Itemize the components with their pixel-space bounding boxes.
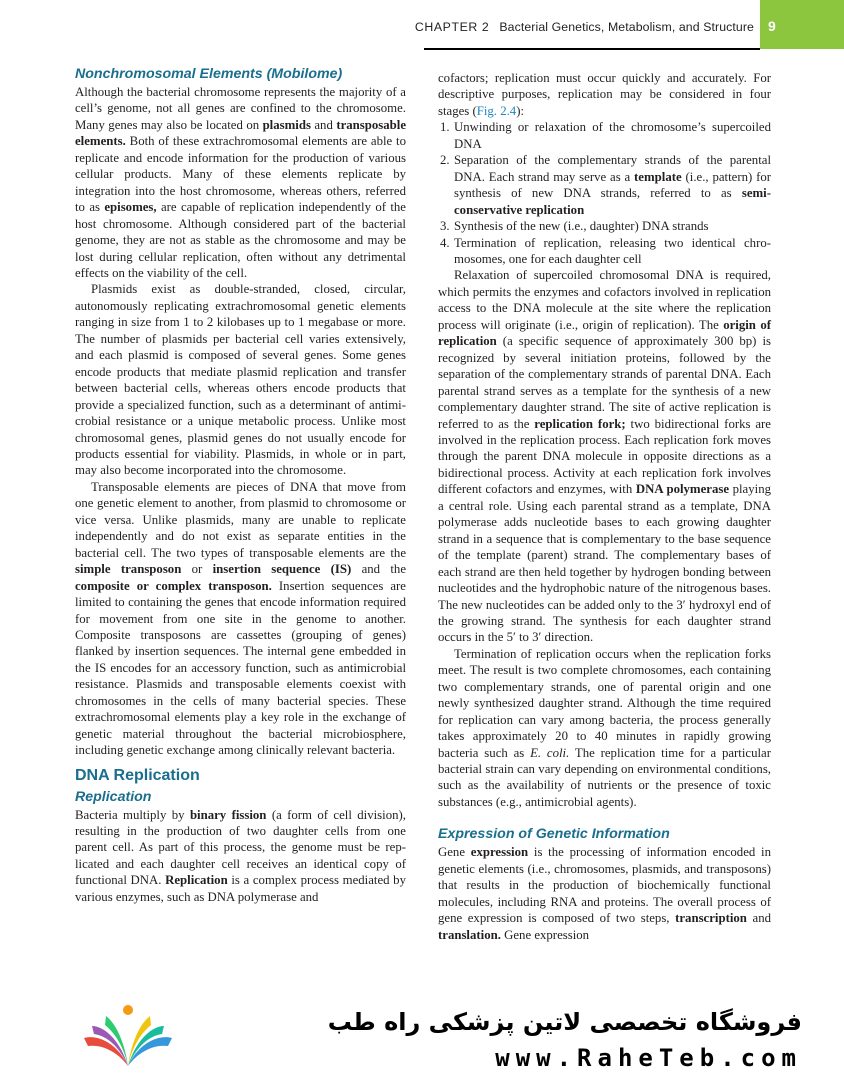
book-logo-icon [78,1004,178,1074]
heading-nonchromosomal-elements: Nonchromosomal Elements (Mobilome) [75,66,343,82]
term-episomes: episomes, [104,200,157,215]
term-dna-polymerase: DNA polymerase [635,482,730,497]
list-item: 3. Synthesis of the new (i.e., daughter) DNA strands [440,219,709,234]
term-simple-transposon: simple transposon [75,562,182,577]
term-insertion-sequence: insertion sequence (IS) [212,562,352,577]
watermark-title: فروشگاه تخصصی لاتین پزشکی راه طب [327,1008,802,1036]
figure-link[interactable]: Fig. 2.4 [476,103,517,118]
chapter-title: Bacterial Genetics, Metabolism, and Structure [499,20,754,34]
heading-replication: Replication [75,788,152,805]
term-plasmids: plasmids [262,117,311,132]
list-item: 2. Separation of the complementary strands of the parental DNA. Each strand may serve as a template (i.e., pattern) for synthesis of new DNA strands, referred to as semiconservative replication [440,153,772,217]
page-number: 9 [768,18,776,34]
term-origin-of-replication: origin of replication [438,317,771,349]
running-header [0,0,844,58]
species-name: E. coli. [530,745,570,760]
term-replication: Replication [165,873,228,888]
paragraph-relaxation: Relaxation of supercoiled chromosomal DNA is required, which permits the enzymes and cofactors involved in replication access to the DNA molecule at the site where the replication process will originate (i.e., origin of replication). The origin of replication (a specific sequence of approximately 300 bp) is recognized by several initiation proteins, followed by the separation of the complementary strands of parental DNA. Each parental strand serves as a template for the synthesis of a new complementary daughter strand. The site of active replication is referred to as the replication fork; two bidirectional forks are involved in the replication process. Each replication fork moves through the parent DNA molecule in opposite directions as a bidirectional process. Activity at each replication fork involves different cofactors and enzymes, with DNA polymerase playing a central role. Using each parental strand as a template, DNA polymerase adds nucleotide bases to each growing daughter strand in a sequence that is complementary to the base sequence of the template (parent) strand. The complementary bases of each strand are then held together by hydrogen bonding between nucleotides and the hydrophobic nature of the nitrogenous bases. The new nucleotides can be added only to the 3′ hydroxyl end of the growing strand. The synthesis for each daughter strand occurs in the 5′ to 3′ direction. [438,268,771,645]
running-head [415,20,754,34]
replication-stage-list [438,119,771,267]
list-item: 1. Unwinding or relaxation of the chromosome’s supercoiled DNA [440,120,771,151]
right-column [438,70,771,943]
term-composite-transposon: composite or complex transposon. [75,578,272,593]
heading-dna-replication: DNA Replication [75,766,200,784]
paragraph-plasmids: Plasmids exist as double-stranded, closed, circular, autonomously replicating extrachromosomal genetic elements ranging in size from 1 to 2 kilobases up to 1 megabase or more. The number of plasmids per bacterial cell varies extensively, and each plasmid is composed of several genes. Some genes encode products that mediate plasmid replication and transfer between bacterial cells, whereas others encode products that provide a specialized function, such as a determinant of antimicrobial resistance or a unique metabolic process. Unlike most chromosomal genes, plasmid genes do not usually encode for products essential for viability. Plasmids, in whole or in part, may also become incorporated into the chromosome. [75,282,406,478]
term-template: template [634,169,682,184]
term-transposable-elements: transposable elements. [75,117,406,149]
chapter-label: CHAPTER 2 [414,20,490,34]
term-binary-fission: binary fission [189,807,267,822]
list-item: 4. Termination of replication, releasing two identical chromosomes, one for each daughter cell [440,235,771,266]
watermark-url[interactable]: www.RaheTeb.com [495,1044,802,1072]
page-number-tab [760,0,844,49]
paragraph-replication-stages: cofactors; replication must occur quickly and accurately. For descriptive purposes, replication may be considered in four stages (Fig. 2.4): [438,71,771,118]
term-expression: expression [470,845,529,860]
term-transcription: transcription [675,911,747,926]
watermark-footer [0,1000,844,1080]
term-translation: translation. [438,927,501,942]
term-semiconservative-replication: semiconservative replication [454,186,771,217]
term-replication-fork: replication fork; [534,416,626,431]
left-column [75,64,406,905]
paragraph-binary-fission: Bacteria multiply by binary fission (a form of cell division), resulting in the production of two daughter cells from one parent cell. As part of this process, the genome must be replicated and each daughter cell receives an identical copy of functional DNA. Replication is a complex process mediated by various enzymes, such as DNA polymerase and [75,807,406,904]
header-rule [424,48,760,50]
paragraph-termination: Termination of replication occurs when the replication forks meet. The result is two complete chromosomes, each containing two complementary strands, one of parental origin and one newly synthesized daughter strand. Although the time required for replication can vary among bacteria, the process generally takes approximately 20 to 40 minutes in rapidly growing bacteria such as E. coli. The replication time for a particular bacterial strain can vary depending on environmental conditions, such as the availability of nutrients or the presence of toxic substances (e.g., antimicrobial agents). [438,646,771,809]
paragraph-gene-expression: Gene expression is the processing of information encoded in genetic elements (i.e., chromosomes, plasmids, and transposons) that results in the production of biochemically functional molecules, including RNA and proteins. The overall process of gene expression is composed of two steps, transcription and translation. Gene expression [438,845,771,942]
heading-expression-of-genetic-information: Expression of Genetic Information [438,826,670,843]
paragraph-mobilome-intro: Although the bacterial chromosome represents the majority of a cell’s genome, not all genes are confined to the chromosome. Many genes may also be located on plasmids and transposable elements. Both of these extrachromosomal elements are able to replicate and encode information for the production of various cellular products. Many of these elements replicate by integration into the host chromosome, whereas others, referred to as episomes, are capable of replication independently of the host chromosome. Although considered part of the bacterial genome, they are not as stable as the chromosome and may be lost during cellular replication, often without any detrimental effects on the viability of the cell. [75,85,406,280]
paragraph-transposable-elements: Transposable elements are pieces of DNA that move from one genetic element to another, from plasmid to chromosome or vice versa. Unlike plasmids, many are unable to replicate independently and do not exist as separate entities in the bacterial cell. The two types of transposable elements are the simple transposon or insertion sequence (IS) and the composite or complex transposon. Insertion sequences are limited to containing the genes that encode information required for movement from one site in the genome to another. Composite transposons are cassettes (grouping of genes) flanked by insertion sequences. The internal gene embedded in the IS encodes for an accessory function, such as antimicrobial resistance. Plasmids and transposable elements coexist with chromosomes in the cells of many bacterial species. These extrachromosomal elements play a key role in the exchange of genetic material throughout the bacterial microbiosphere, including genetic exchange among clinically relevant bacteria. [75,479,407,758]
